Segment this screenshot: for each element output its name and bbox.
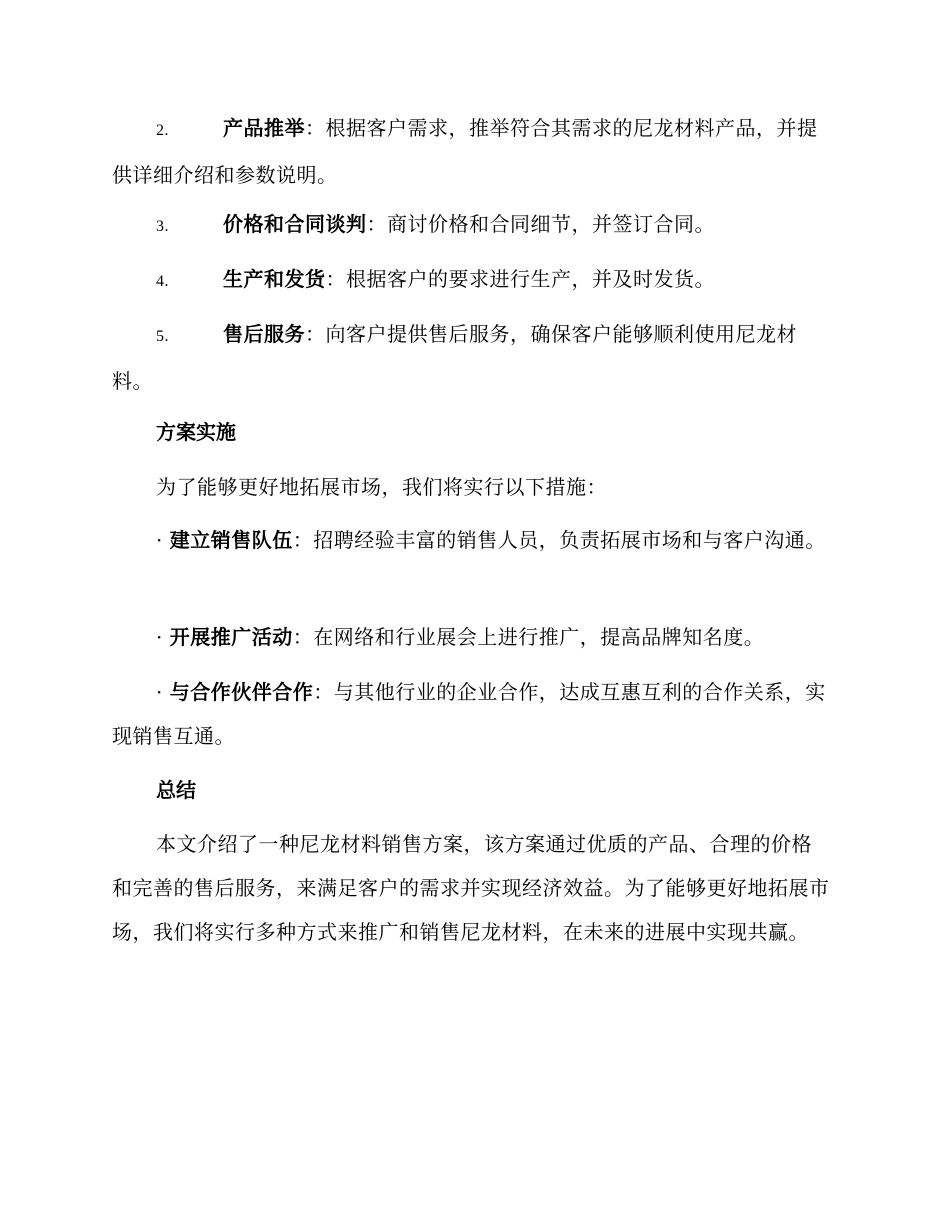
measure-text: ：在网络和行业展会上进行推广，提高品牌知名度。 xyxy=(292,625,765,649)
implementation-intro: 为了能够更好地拓展市场，我们将实行以下措施： xyxy=(156,475,607,499)
measure-term: 与合作伙伴合作 xyxy=(169,680,314,704)
step-term: 产品推举 xyxy=(223,116,305,140)
section-heading-implementation: 方案实施 xyxy=(156,420,236,444)
step-item-production-shipping xyxy=(112,257,832,304)
section-heading-summary: 总结 xyxy=(156,778,196,802)
step-text: ：商讨价格和合同细节，并签订合同。 xyxy=(366,212,715,236)
step-number: 5. xyxy=(156,328,169,345)
measure-text: ：与其他行业的企业合作，达成互惠互利的合作关系，实现销售互通。 xyxy=(112,680,826,748)
bullet: · xyxy=(156,680,170,704)
step-number: 3. xyxy=(156,218,169,235)
step-text: ：根据客户的要求进行生产，并及时发货。 xyxy=(325,267,715,291)
step-item-after-sales xyxy=(112,312,832,403)
measure-item-partners xyxy=(112,670,832,758)
bullet: · xyxy=(156,625,170,649)
measure-term: 开展推广活动 xyxy=(169,625,293,649)
step-item-product-recommendation xyxy=(112,106,832,197)
step-item-price-contract xyxy=(112,202,832,249)
step-number: 2. xyxy=(156,122,169,139)
step-text: ：向客户提供售后服务，确保客户能够顺利使用尼龙材料。 xyxy=(112,322,797,393)
step-term: 价格和合同谈判 xyxy=(223,212,367,236)
measure-text: ：招聘经验丰富的销售人员，负责拓展市场和与客户沟通。 xyxy=(292,528,826,552)
step-term: 售后服务 xyxy=(223,322,305,346)
step-text: ：根据客户需求，推举符合其需求的尼龙材料产品，并提供详细介绍和参数说明。 xyxy=(112,116,818,187)
step-number: 4. xyxy=(156,273,169,290)
summary-body: 本文介绍了一种尼龙材料销售方案，该方案通过优质的产品、合理的价格和完善的售后服务，来满足客户的需求并实现经济效益。为了能够更好地拓展市场，我们将实行多种方式来推广和销售尼龙材料，在未来的进展中实现共赢。 xyxy=(112,832,830,944)
measure-item-sales-team xyxy=(112,518,832,562)
measure-term: 建立销售队伍 xyxy=(169,528,293,552)
bullet: · xyxy=(156,528,170,552)
measure-item-promotion xyxy=(112,615,832,659)
step-term: 生产和发货 xyxy=(223,267,326,291)
